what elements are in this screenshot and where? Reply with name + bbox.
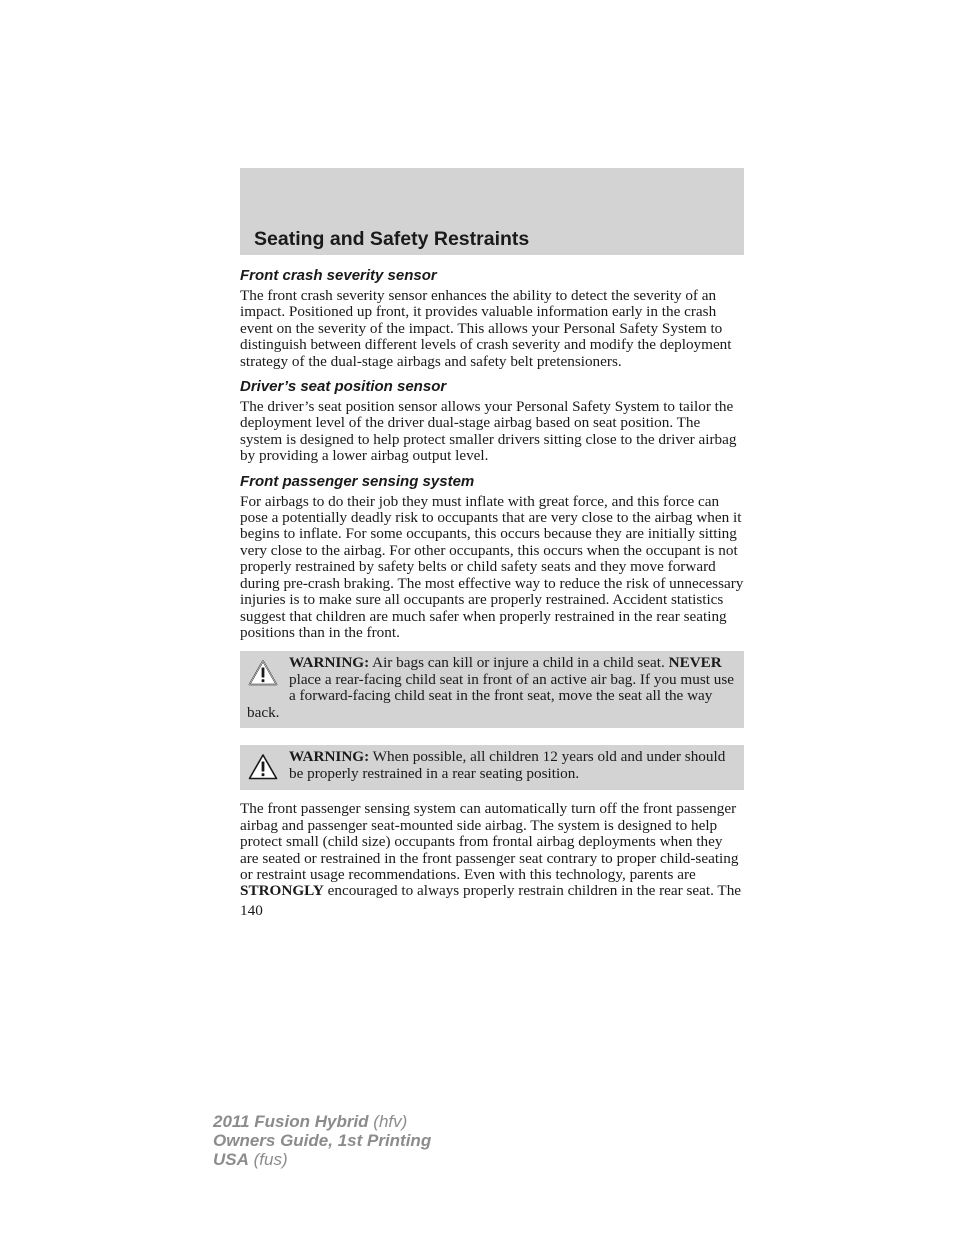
footer-market: USA [213,1150,249,1169]
closing-text-part: The front passenger sensing system can automatically turn off the front passenger airbag and passenger seat-mounted side airbag. The system is designed to help protect small (child size) occupants from frontal airbag deployments when they are seated or restrained in the front passenger seat contrary to proper child-seating or restraint usage recommendations. Even with this technology, parents are [240,800,739,883]
warning-label: WARNING: [289,748,370,766]
footer-model-code: (hfv) [368,1112,408,1131]
warning-text-children-rear-seat [247,749,736,782]
emphasis-strongly: STRONGLY [240,882,324,900]
heading-front-crash-severity-sensor: Front crash severity sensor [240,267,437,284]
warning-text-part: When possible, all children 12 years old and under should be properly restrained in a rear seating position. [289,748,726,782]
warning-text-part: Air bags can kill or injure a child in a child seat. [369,654,669,672]
warning-box-children-rear-seat [240,745,744,790]
warning-label: WARNING: [289,654,370,672]
warning-text-part: place a rear-facing child seat in front of an active air bag. If you must use a forward-facing child seat in the front seat, move the seat all the way back. [247,670,735,721]
footer-market-code: (fus) [248,1150,288,1169]
footer-model: 2011 Fusion Hybrid [213,1112,369,1131]
footer-printing: Owners Guide, 1st Printing [213,1131,432,1150]
closing-text-part: encouraged to always properly restrain children in the rear seat. The [323,882,742,900]
heading-front-passenger-sensing-system: Front passenger sensing system [240,472,475,490]
heading-drivers-seat-position-sensor: Driver’s seat position sensor [240,378,447,396]
section-title: Seating and Safety Restraints [254,228,530,250]
page-number: 140 [240,901,263,919]
page-content [240,266,744,920]
warning-box-child-seat [240,651,744,728]
paragraph-front-crash-severity-sensor: The front crash severity sensor enhances the ability to detect the severity of an impact. Positioned up front, it provides valuable information early in the crash event on the severity of the impact. This allows your Personal Safety System to distinguish between different levels of crash severity and modify the deployment strategy of the dual-stage airbags and safety belt pretensioners. [240,287,732,370]
paragraph-front-passenger-sensing-system: For airbags to do their job they must inflate with great force, and this force can pose a potentially deadly risk to occupants that are very close to the airbag when it begins to inflate. For some occupants, this occurs because they are initially sitting very close to the airbag. For other occupants, this occurs when the occupant is not properly restrained by safety belts or child safety seats and they move forward during pre-crash braking. The most effective way to reduce the risk of unnecessary injuries is to make sure all occupants are properly restrained. Accident statistics suggest that children are much safer when properly restrained in the rear seating positions than in the front. [240,492,744,641]
paragraph-drivers-seat-position-sensor: The driver’s seat position sensor allows your Personal Safety System to tailor the deployment level of the driver dual-stage airbag based on seat position. The system is designed to help protect smaller drivers sitting close to the driver airbag by providing a lower airbag output level. [240,398,737,465]
warning-text-child-seat [247,655,736,721]
section-header-band [240,168,744,255]
footer-edition-info [213,1112,431,1169]
warning-emphasis-never: NEVER [668,654,722,672]
paragraph-passenger-sensing-closing [240,801,744,899]
